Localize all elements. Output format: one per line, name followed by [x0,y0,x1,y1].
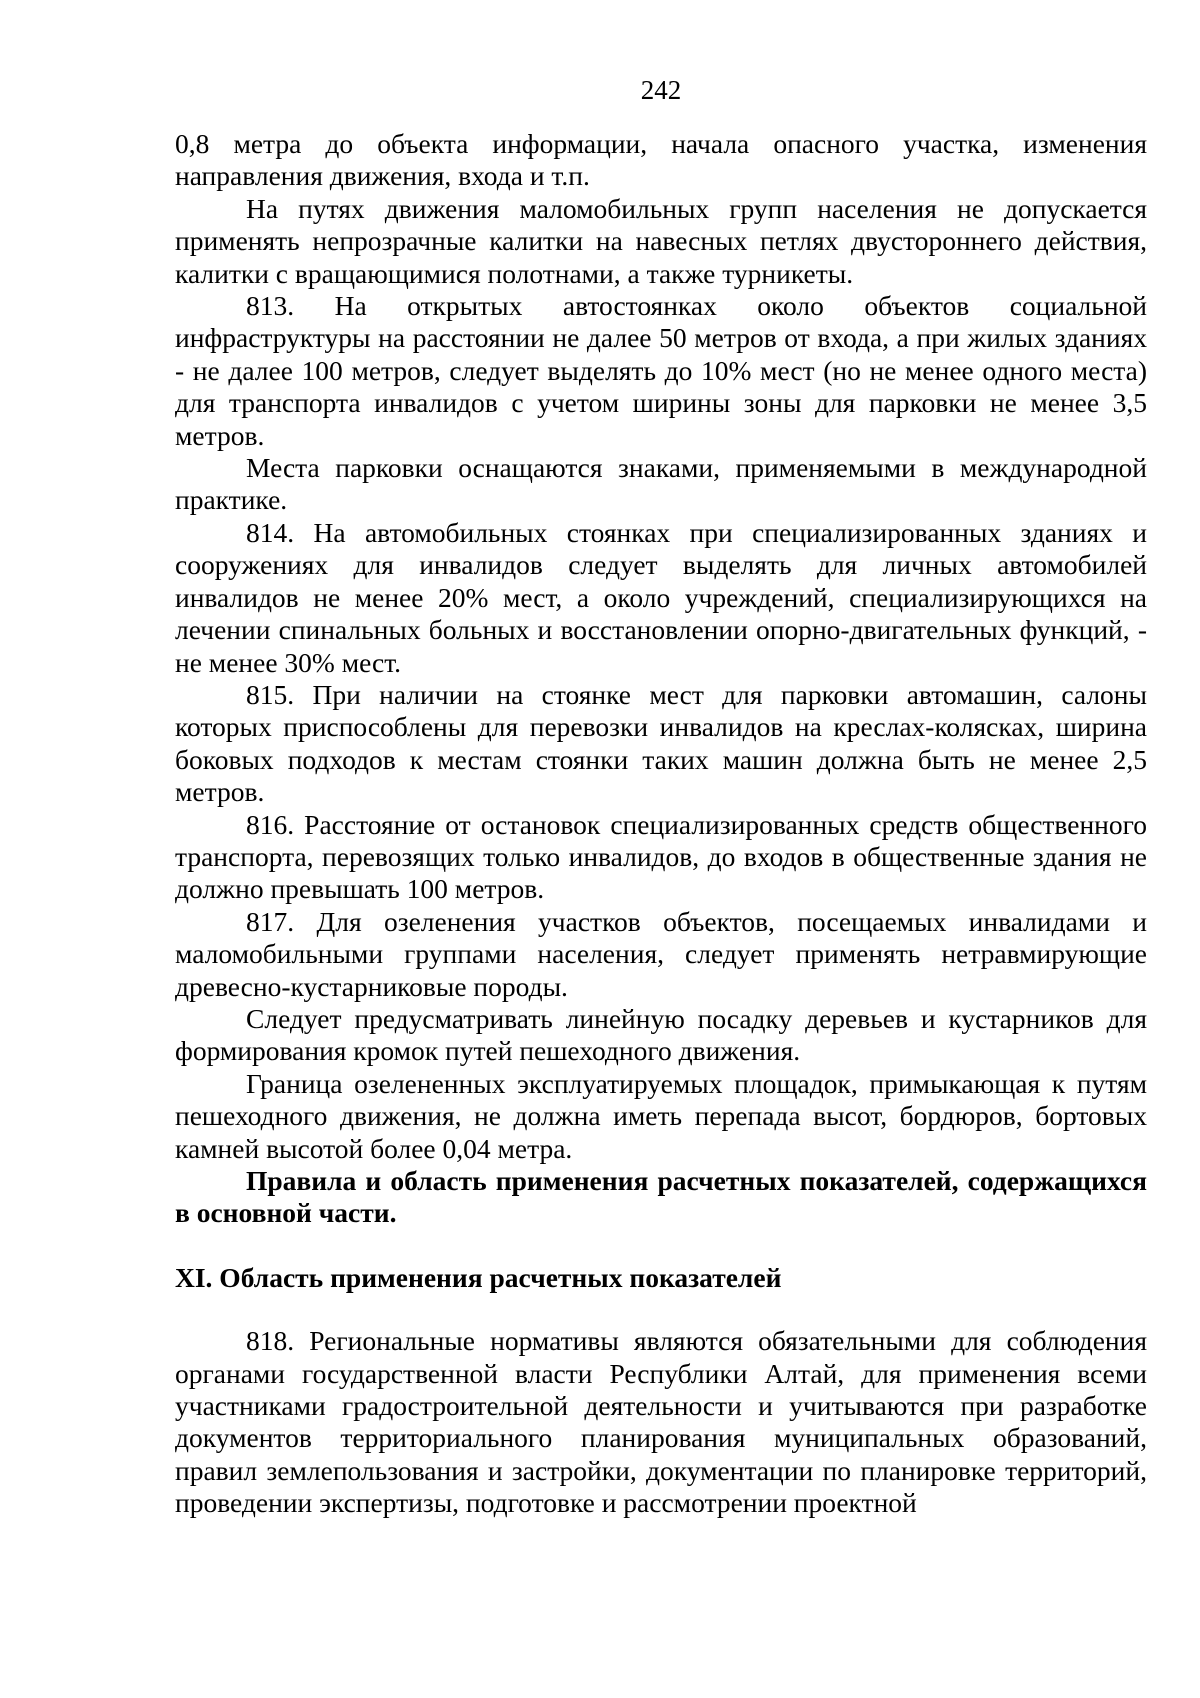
page-number: 242 [640,75,682,105]
section-heading: XI. Область применения расчетных показателей [175,1261,782,1293]
paragraph-border: Граница озелененных эксплуатируемых площадок, примыкающая к путям пешеходного движения, не должна иметь перепада высот, бордюров, бортовых камней высотой более 0,04 метра. [175,1067,1147,1164]
paragraph-818: 818. Региональные нормативы являются обязательными для соблюдения органами государственной власти Республики Алтай, для применения всеми участниками градостроительной деятельности и учитываются при разработке документов территориального планирования муниципальных образований, правил землепользования и застройки, документации по планировке территорий, проведении экспертизы, подготовке и рассмотрении проектной [175,1325,1147,1519]
paragraph-parking-signs: Места парковки оснащаются знаками, применяемыми в международной практике. [175,452,1147,516]
paragraph-816: 816. Расстояние от остановок специализированных средств общественного транспорта, перевозящих только инвалидов, до входов в общественные здания не должно превышать 100 метров. [175,808,1147,905]
paragraph-813: 813. На открытых автостоянках около объектов социальной инфраструктуры на расстоянии не далее 50 метров от входа, а при жилых зданиях - не далее 100 метров, следует выделять до 10% мест (но не менее одного места) для транспорта инвалидов с учетом ширины зоны для парковки не менее 3,5 метров. [175,290,1147,451]
paragraph-gates: На путях движения маломобильных групп населения не допускается применять непрозрачные калитки на навесных петлях двустороннего действия, калитки с вращающимися полотнами, а также турникеты. [175,192,1147,289]
paragraph-continuation: 0,8 метра до объекта информации, начала опасного участка, изменения направления движения, входа и т.п. [175,128,1147,192]
bold-title: Правила и область применения расчетных показателей, содержащихся в основной части. [175,1165,1147,1229]
paragraph-planting: Следует предусматривать линейную посадку деревьев и кустарников для формирования кромок путей пешеходного движения. [175,1002,1147,1067]
document-body [175,128,1147,1520]
paragraph-814: 814. На автомобильных стоянках при специализированных зданиях и сооружениях для инвалидов следует выделять для личных автомобилей инвалидов не менее 20% мест, а около учреждений, специализирующихся на лечении спинальных больных и восстановлении опорно-двигательных функций, - не менее 30% мест. [175,516,1147,678]
document-page [175,0,1147,1698]
paragraph-815: 815. При наличии на стоянке мест для парковки автомашин, салоны которых приспособлены для перевозки инвалидов на креслах-колясках, ширина боковых подходов к местам стоянки таких машин должна быть не менее 2,5 метров. [175,678,1147,808]
paragraph-817: 817. Для озеленения участков объектов, посещаемых инвалидами и маломобильными группами населения, следует применять нетравмирующие древесно-кустарниковые породы. [175,905,1147,1002]
